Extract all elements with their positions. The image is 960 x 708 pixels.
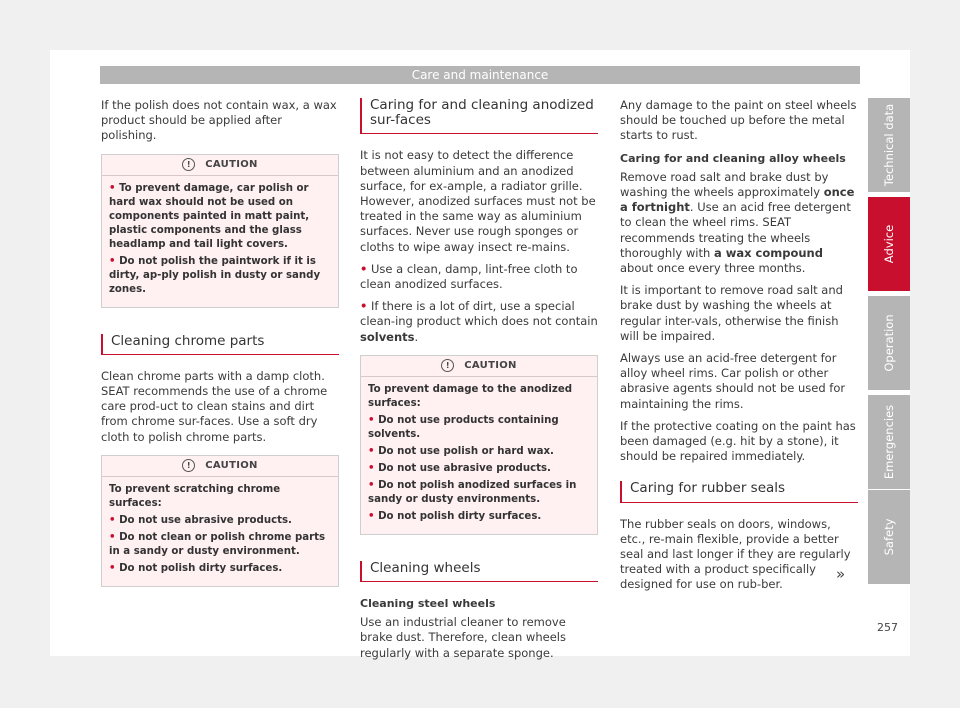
- info-icon: !: [441, 359, 454, 372]
- bullet-icon: •: [109, 562, 116, 574]
- section-heading-wheels: Cleaning wheels: [360, 561, 598, 582]
- anodized-bullet: • Use a clean, damp, lint-free cloth to clean anodized surfaces.: [360, 261, 578, 292]
- tab-advice[interactable]: Advice: [868, 197, 910, 291]
- column-2: [360, 98, 598, 668]
- caution-item: • Do not use abrasive products.: [368, 462, 551, 474]
- caution-item: • Do not polish the paintwork if it is dirty, ap-ply polish in dusty or sandy zones.: [109, 255, 321, 295]
- anodized-text: It is not easy to detect the difference between aluminium and an anodized surface, for ex-ample, a radiator grille. However, anodized surfaces must not be treated in the same way as aluminium surfaces. Never use rough sponges or cloths to wipe away insect re-mains.: [360, 148, 596, 254]
- bullet-icon: •: [368, 445, 375, 457]
- tab-technical-data[interactable]: Technical data: [868, 98, 910, 192]
- caution-lead: To prevent damage to the anodized surfaces:: [368, 383, 573, 409]
- section-heading-chrome: Cleaning chrome parts: [101, 334, 339, 355]
- caution-box-polish: [101, 154, 339, 308]
- alloy-text: Remove road salt and brake dust by washing the wheels approximately once a fortnight. Use an acid free detergent to clean the wheel rims. SEAT recommends treating the wheels thoroughly with a wax compound about once every three months.: [620, 169, 855, 276]
- bullet-icon: •: [368, 414, 375, 426]
- caution-item: • Do not use products containing solvents.: [368, 414, 559, 440]
- caution-item: • Do not polish dirty surfaces.: [368, 510, 542, 522]
- caution-box-chrome: [101, 455, 339, 587]
- subheading-steel-wheels: Cleaning steel wheels: [360, 597, 496, 611]
- bullet-icon: •: [368, 510, 375, 522]
- column-3: [620, 98, 858, 600]
- caution-item: • Do not clean or polish chrome parts in a sandy or dusty environment.: [109, 531, 326, 557]
- chrome-text: Clean chrome parts with a damp cloth. SEAT recommends the use of a chrome care prod-uct to clean stains and dirt from chrome sur-faces. Use a soft dry cloth to polish chrome parts.: [101, 368, 328, 444]
- bullet-icon: •: [109, 514, 116, 526]
- bullet-icon: •: [368, 479, 375, 491]
- chapter-header: Care and maintenance: [100, 66, 860, 84]
- caution-title: ! CAUTION: [102, 155, 338, 176]
- bullet-icon: •: [360, 299, 368, 314]
- info-icon: !: [182, 459, 195, 472]
- caution-box-anodized: [360, 355, 598, 535]
- continue-arrow-icon: »: [836, 565, 846, 583]
- caution-item: • Do not polish anodized surfaces in sandy or dusty environments.: [368, 479, 577, 505]
- bullet-icon: •: [109, 182, 116, 194]
- caution-item: • Do not use abrasive products.: [109, 514, 292, 526]
- caution-title: ! CAUTION: [102, 456, 338, 477]
- protective-coating-text: If the protective coating on the paint has been damaged (e.g. hit by a stone), it should be repaired immediately.: [620, 418, 856, 464]
- bullet-icon: •: [109, 531, 116, 543]
- road-salt-text: It is important to remove road salt and brake dust by washing the wheels at regular inter-vals, otherwise the finish will be impaired.: [620, 283, 843, 343]
- caution-item: • Do not use polish or hard wax.: [368, 445, 554, 457]
- tab-operation[interactable]: Operation: [868, 296, 910, 390]
- bullet-icon: •: [360, 261, 368, 276]
- caution-lead: To prevent scratching chrome surfaces:: [109, 483, 281, 509]
- caution-item: • Do not polish dirty surfaces.: [109, 562, 283, 574]
- column-1: [101, 98, 339, 587]
- tab-safety[interactable]: Safety: [868, 490, 910, 584]
- rubber-text: The rubber seals on doors, windows, etc., re-main flexible, provide a better seal and last longer if they are regularly treated with a product specifically designed for use on rub-ber.: [620, 516, 851, 592]
- anodized-bullet: • If there is a lot of dirt, use a special clean-ing product which does not contain solvents.: [360, 299, 598, 344]
- info-icon: !: [182, 158, 195, 171]
- caution-title: ! CAUTION: [361, 356, 597, 377]
- paint-damage-text: Any damage to the paint on steel wheels should be touched up before the metal starts to rust.: [620, 98, 857, 143]
- acid-free-text: Always use an acid-free detergent for alloy wheel rims. Car polish or other abrasive agents should not be used for maintaining the rims.: [620, 351, 846, 411]
- caution-item: • To prevent damage, car polish or hard wax should not be used on components painted in matt paint, plastic components and the glass headlamp and tail light covers.: [109, 182, 310, 250]
- bullet-icon: •: [109, 255, 116, 267]
- page-number: 257: [877, 621, 898, 634]
- section-heading-rubber: Caring for rubber seals: [620, 481, 858, 502]
- subheading-alloy-wheels: Caring for and cleaning alloy wheels: [620, 151, 846, 165]
- tab-emergencies[interactable]: Emergencies: [868, 395, 910, 489]
- polish-intro: If the polish does not contain wax, a wax product should be applied after polishing.: [101, 98, 337, 143]
- bullet-icon: •: [368, 462, 375, 474]
- steel-wheels-text: Use an industrial cleaner to remove brake dust. Therefore, clean wheels regularly with a separate sponge.: [360, 615, 566, 660]
- section-heading-anodized: Caring for and cleaning anodized sur-faces: [360, 98, 598, 134]
